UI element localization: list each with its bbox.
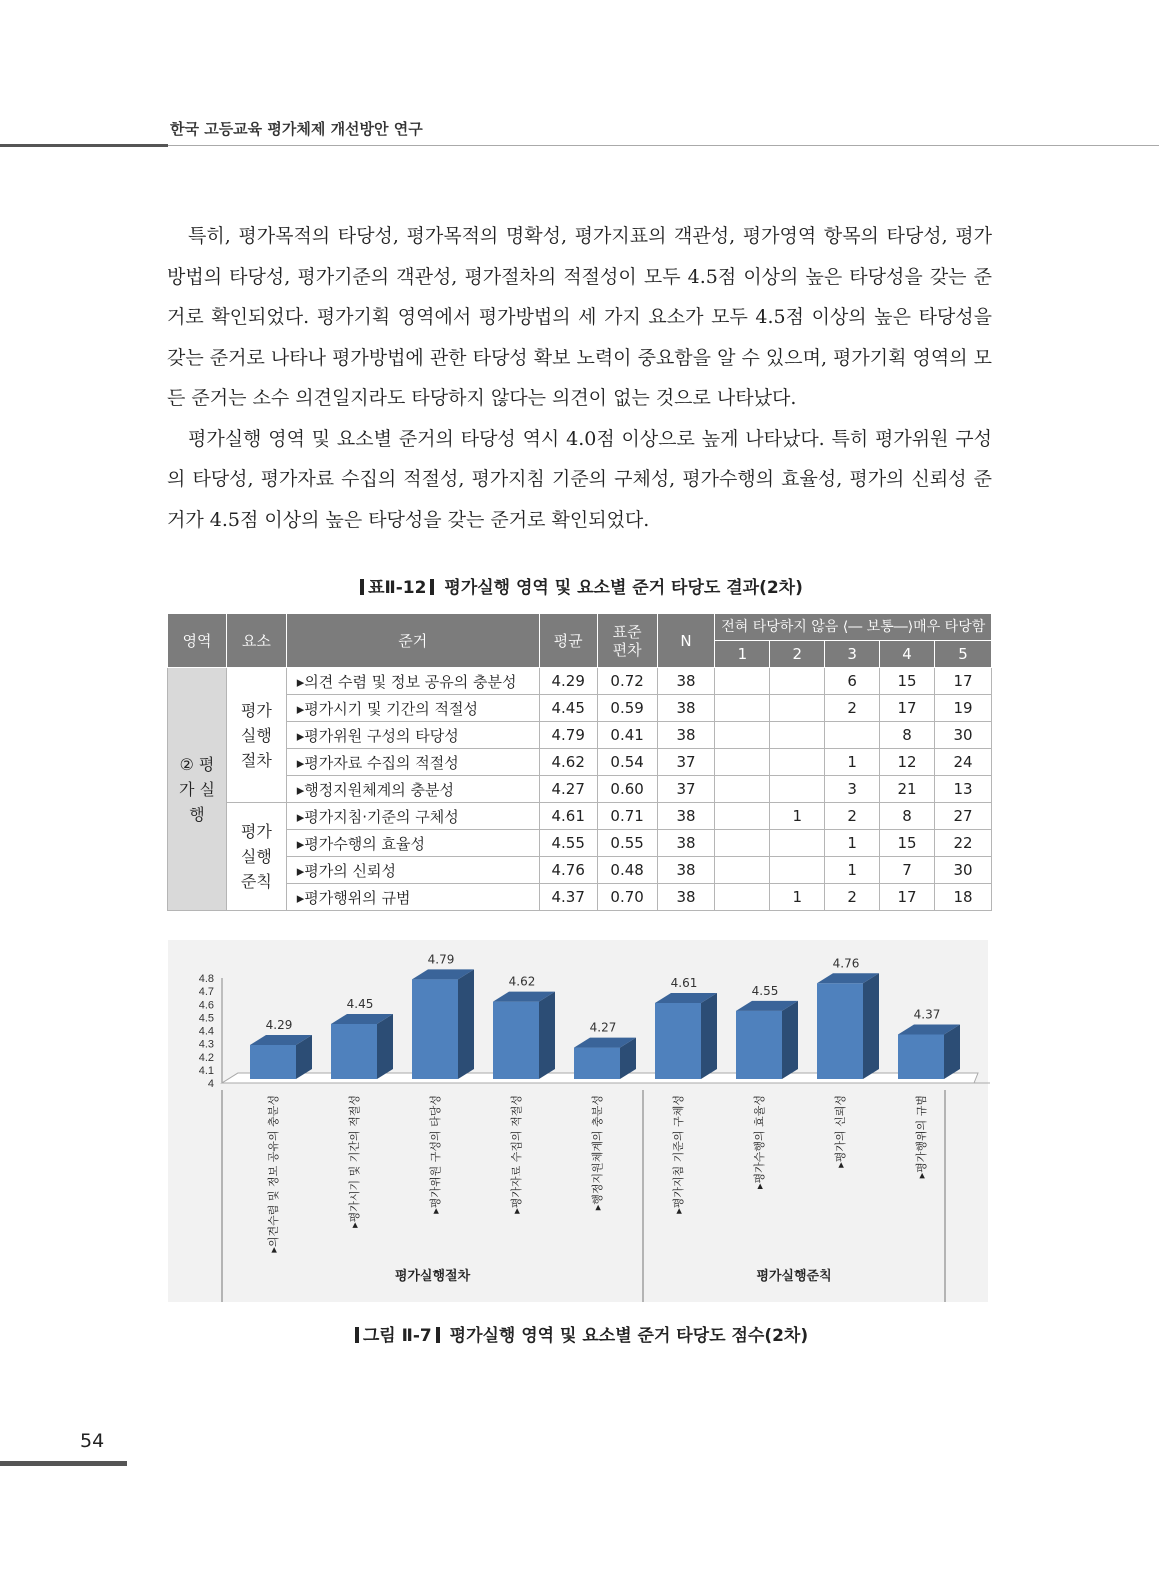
value-cell-sd: 0.72 (597, 668, 657, 695)
data-label: 4.61 (670, 975, 698, 990)
bar-side (782, 1001, 798, 1079)
table-caption-title: 평가실행 영역 및 요소별 준거 타당도 결과(2차) (444, 578, 803, 598)
value-cell-s5: 27 (935, 803, 992, 830)
caption-bar (436, 1327, 440, 1343)
value-cell-s4: 17 (880, 884, 935, 911)
value-cell-s4: 8 (880, 803, 935, 830)
bar (736, 1011, 782, 1079)
criterion-cell: ▸평가시기 및 기간의 적절성 (286, 695, 539, 722)
data-label: 4.55 (751, 983, 779, 998)
value-cell-s3: 6 (825, 668, 880, 695)
data-label: 4.29 (265, 1017, 293, 1032)
value-cell-s3: 2 (825, 803, 880, 830)
y-tick-label: 4.3 (198, 1038, 214, 1051)
bar-side (458, 969, 474, 1079)
category-label: ▸평가수행의 효율성 (753, 1095, 766, 1190)
bar (412, 979, 458, 1079)
value-cell-mean: 4.45 (539, 695, 597, 722)
value-cell-n: 37 (657, 776, 715, 803)
header-criterion: 준거 (286, 614, 539, 668)
paragraph-2: 평가실행 영역 및 요소별 준거의 타당성 역시 4.0점 이상으로 높게 나타났다. 특히 평가위원 구성의 타당성, 평가자료 수집의 적절성, 평가지침 기준의 구체성, 평가수행의 효율성, 평가의 신뢰성 준거가 4.5점 이상의 높은 타당성을 갖는 준거로 확인되었다. (167, 427, 992, 531)
bar-side (863, 973, 879, 1079)
value-cell-n: 38 (657, 884, 715, 911)
group-label: 평가실행준칙 (756, 1269, 832, 1284)
value-cell-s5: 19 (935, 695, 992, 722)
value-cell-s2: 1 (770, 803, 825, 830)
y-tick-label: 4.1 (198, 1064, 214, 1077)
area-cell: ② 평가 실행 (168, 668, 227, 911)
category-label: ▸평가시기 및 기간의 적절성 (348, 1095, 361, 1228)
criterion-cell: ▸평가지침·기준의 구체성 (286, 803, 539, 830)
criterion-cell: ▸의견 수렴 및 정보 공유의 충분성 (286, 668, 539, 695)
bar (331, 1024, 377, 1079)
figure-caption (0, 1321, 1159, 1346)
bar-side (701, 993, 717, 1079)
group-label: 평가실행절차 (394, 1269, 471, 1284)
value-cell-s3: 2 (825, 695, 880, 722)
value-cell-s5: 17 (935, 668, 992, 695)
header-mean: 평균 (539, 614, 597, 668)
value-cell-s4: 7 (880, 857, 935, 884)
running-header: 한국 고등교육 평가체제 개선방안 연구 (170, 120, 423, 138)
criterion-cell: ▸평가행위의 규범 (286, 884, 539, 911)
value-cell-s5: 22 (935, 830, 992, 857)
value-cell-mean: 4.55 (539, 830, 597, 857)
value-cell-mean: 4.76 (539, 857, 597, 884)
value-cell-s3: 2 (825, 884, 880, 911)
bar-side (539, 992, 555, 1079)
bar (493, 1002, 539, 1079)
value-cell-s5: 13 (935, 776, 992, 803)
value-cell-s2: 1 (770, 884, 825, 911)
category-label: ▸의견수렴 및 정보 공유의 충분성 (267, 1095, 280, 1253)
value-cell-mean: 4.79 (539, 722, 597, 749)
value-cell-n: 38 (657, 857, 715, 884)
value-cell-sd: 0.54 (597, 749, 657, 776)
value-cell-s4: 21 (880, 776, 935, 803)
value-cell-s4: 15 (880, 668, 935, 695)
value-cell-n: 38 (657, 803, 715, 830)
data-label: 4.79 (427, 952, 455, 967)
value-cell-n: 38 (657, 695, 715, 722)
bar-side (377, 1014, 393, 1079)
value-cell-s5: 18 (935, 884, 992, 911)
category-label: ▸평가의 신뢰성 (834, 1095, 847, 1168)
y-tick-label: 4 (207, 1078, 214, 1090)
value-cell-s4: 17 (880, 695, 935, 722)
header-scale-2: 2 (770, 641, 825, 668)
y-tick-label: 4.4 (198, 1025, 214, 1038)
data-label: 4.45 (346, 996, 374, 1011)
value-cell-s4: 8 (880, 722, 935, 749)
value-cell-n: 38 (657, 722, 715, 749)
value-cell-sd: 0.71 (597, 803, 657, 830)
value-cell-n: 38 (657, 668, 715, 695)
header-element: 요소 (226, 614, 286, 668)
page-number: 54 (80, 1430, 105, 1452)
value-cell-sd: 0.48 (597, 857, 657, 884)
header-scale-3: 3 (825, 641, 880, 668)
bar (250, 1045, 296, 1079)
data-label: 4.62 (508, 974, 536, 989)
value-cell-sd: 0.41 (597, 722, 657, 749)
value-cell-sd: 0.70 (597, 884, 657, 911)
value-cell-s3: 1 (825, 830, 880, 857)
y-tick-label: 4.6 (198, 999, 214, 1012)
value-cell-mean: 4.27 (539, 776, 597, 803)
category-label: ▸평가자료 수집의 적절성 (510, 1095, 523, 1214)
footer-rule (0, 1461, 127, 1466)
y-tick-label: 4.2 (198, 1051, 214, 1064)
header-n: N (657, 614, 715, 668)
value-cell-n: 38 (657, 830, 715, 857)
header-scale-4: 4 (880, 641, 935, 668)
value-cell-mean: 4.37 (539, 884, 597, 911)
element-cell: 평가 실행 준칙 (226, 803, 286, 911)
header-sd: 표준 편차 (597, 614, 657, 668)
bar (574, 1048, 620, 1079)
value-cell-s4: 12 (880, 749, 935, 776)
value-cell-mean: 4.61 (539, 803, 597, 830)
y-tick-label: 4.5 (198, 1012, 214, 1025)
y-tick-label: 4.7 (198, 986, 214, 999)
value-cell-s3: 3 (825, 776, 880, 803)
value-cell-s5: 30 (935, 722, 992, 749)
value-cell-n: 37 (657, 749, 715, 776)
y-tick-label: 4.8 (198, 973, 214, 985)
value-cell-s3: 1 (825, 749, 880, 776)
bar (898, 1034, 944, 1079)
value-cell-sd: 0.60 (597, 776, 657, 803)
value-cell-s5: 30 (935, 857, 992, 884)
value-cell-mean: 4.62 (539, 749, 597, 776)
figure-caption-title: 평가실행 영역 및 요소별 준거 타당도 점수(2차) (449, 1326, 809, 1346)
value-cell-s4: 15 (880, 830, 935, 857)
header-scale-1: 1 (715, 641, 770, 668)
bar (655, 1003, 701, 1079)
value-cell-s3: 1 (825, 857, 880, 884)
caption-bar (355, 1327, 359, 1343)
header-area: 영역 (168, 614, 227, 668)
header-scale-5: 5 (935, 641, 992, 668)
data-label: 4.37 (913, 1007, 941, 1022)
value-cell-s5: 24 (935, 749, 992, 776)
category-label: ▸평가행위의 규범 (915, 1095, 928, 1179)
figure-caption-label: 그림 Ⅱ-7 (362, 1326, 432, 1346)
criterion-cell: ▸평가수행의 효율성 (286, 830, 539, 857)
header-scale: 전혀 타당하지 않음 ⟨― 보통―⟩매우 타당함 (715, 614, 992, 641)
category-label: ▸평가지침 기준의 구체성 (672, 1095, 685, 1214)
bar (817, 983, 863, 1079)
criterion-cell: ▸평가의 신뢰성 (286, 857, 539, 884)
data-label: 4.76 (832, 956, 860, 971)
category-label: ▸평가위원 구성의 타당성 (429, 1095, 442, 1214)
value-cell-sd: 0.59 (597, 695, 657, 722)
criterion-cell: ▸평가위원 구성의 타당성 (286, 722, 539, 749)
table-caption-label: 표Ⅱ-12 (368, 578, 427, 598)
data-label: 4.27 (589, 1020, 617, 1035)
category-label: ▸행정지원체계의 충분성 (591, 1095, 604, 1211)
value-cell-mean: 4.29 (539, 668, 597, 695)
paragraph-1: 특히, 평가목적의 타당성, 평가목적의 명확성, 평가지표의 객관성, 평가영역 항목의 타당성, 평가방법의 타당성, 평가기준의 객관성, 평가절차의 적절성이 모두 4.5점 이상의 높은 타당성을 갖는 준거로 확인되었다. 평가기획 영역에서 평가방법의 세 가지 요소가 모두 4.5점 이상의 높은 타당성을 갖는 준거로 나타나 평가방법에 관한 타당성 확보 노력이 중요함을 알 수 있으며, 평가기획 영역의 모든 준거는 소수 의견일지라도 타당하지 않다는 의견이 없는 것으로 나타났다. (167, 225, 992, 409)
value-cell-sd: 0.55 (597, 830, 657, 857)
element-cell: 평가 실행 절차 (226, 668, 286, 803)
criterion-cell: ▸행정지원체계의 충분성 (286, 776, 539, 803)
criterion-cell: ▸평가자료 수집의 적절성 (286, 749, 539, 776)
